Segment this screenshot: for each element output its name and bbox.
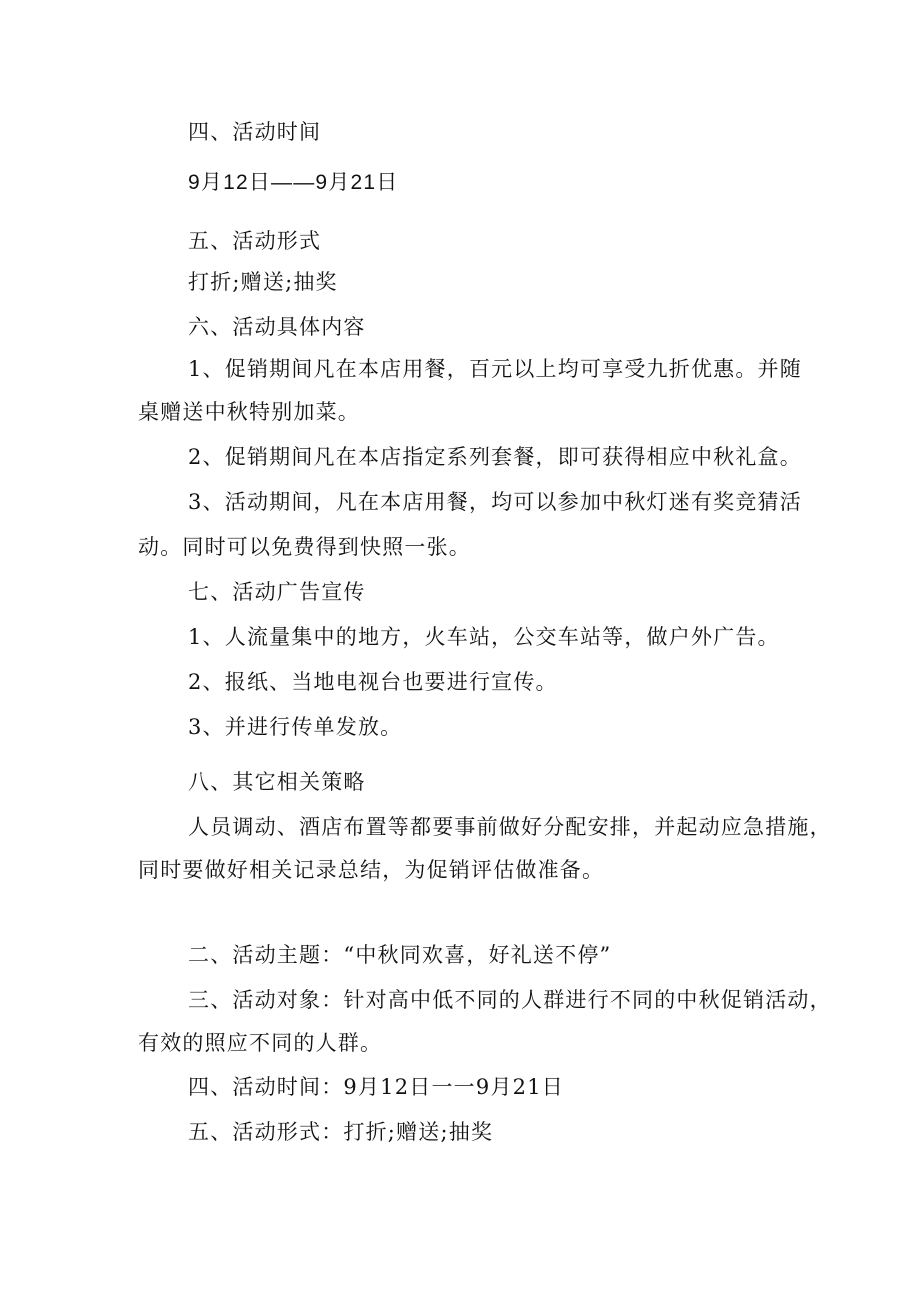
section-heading-activity-content: 六、活动具体内容 bbox=[188, 315, 366, 339]
other-strategies-line-1: 人员调动、酒店布置等都要事前做好分配安排，并起动应急措施， bbox=[188, 815, 832, 839]
content-item-1-line-1: 1、促销期间凡在本店用餐，百元以上均可享受九折优惠。并随 bbox=[188, 357, 802, 381]
advertising-item-1: 1、人流量集中的地方，火车站，公交车站等，做户外广告。 bbox=[188, 625, 780, 649]
other-strategies-line-2: 同时要做好相关记录总结，为促销评估做准备。 bbox=[138, 858, 605, 882]
section-heading-activity-theme: 二、活动主题：“中秋同欢喜，好礼送不停” bbox=[188, 943, 612, 967]
activity-time-summary: 四、活动时间：9月12日一一9月21日 bbox=[188, 1075, 564, 1099]
content-item-3-line-1: 3、活动期间，凡在本店用餐，均可以参加中秋灯迷有奖竞猜活 bbox=[188, 490, 802, 514]
content-item-1-line-2: 桌赠送中秋特别加菜。 bbox=[138, 400, 360, 424]
advertising-item-2: 2、报纸、当地电视台也要进行宣传。 bbox=[188, 670, 558, 694]
activity-date-range: 9月12日——9月21日 bbox=[188, 171, 399, 194]
activity-form-summary: 五、活动形式：打折;赠送;抽奖 bbox=[188, 1120, 494, 1144]
activity-target-line-1: 三、活动对象：针对高中低不同的人群进行不同的中秋促销活动， bbox=[188, 988, 832, 1012]
section-heading-activity-time: 四、活动时间 bbox=[188, 120, 322, 144]
section-heading-activity-form: 五、活动形式 bbox=[188, 229, 322, 253]
advertising-item-3: 3、并进行传单发放。 bbox=[188, 715, 403, 739]
content-item-3-line-2: 动。同时可以免费得到快照一张。 bbox=[138, 535, 471, 559]
activity-target-line-2: 有效的照应不同的人群。 bbox=[138, 1031, 383, 1055]
section-heading-other-strategies: 八、其它相关策略 bbox=[188, 770, 366, 794]
activity-form-text: 打折;赠送;抽奖 bbox=[188, 270, 338, 294]
section-heading-advertising: 七、活动广告宣传 bbox=[188, 580, 366, 604]
content-item-2: 2、促销期间凡在本店指定系列套餐，即可获得相应中秋礼盒。 bbox=[188, 445, 802, 469]
